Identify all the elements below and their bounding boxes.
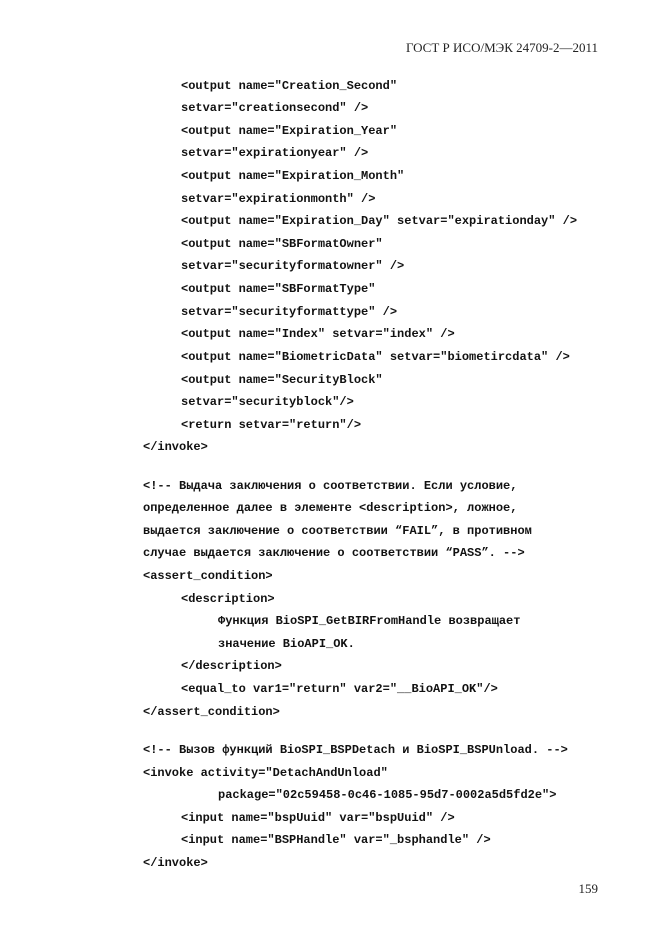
page-header: ГОСТ Р ИСО/МЭК 24709-2—2011 <box>405 40 598 55</box>
comment-line: случае выдается заключение о соответствии “PASS”. --> <box>143 546 525 560</box>
code-line: <output name="Index" setvar="index" /> <box>181 327 455 341</box>
code-line: setvar="securityformattype" /> <box>181 305 398 319</box>
code-line: <assert_condition> <box>143 569 273 583</box>
code-line: <description> <box>181 592 275 606</box>
page-number: 159 <box>578 881 598 896</box>
code-line: setvar="securityblock"/> <box>181 395 354 409</box>
code-line: setvar="expirationmonth" /> <box>181 192 376 206</box>
code-line: <output name="Expiration_Year" <box>181 124 398 138</box>
code-line: <output name="Expiration_Day" setvar="expirationday" /> <box>181 214 578 228</box>
code-line: <invoke activity="DetachAndUnload" <box>143 766 388 780</box>
code-line: </description> <box>181 659 282 673</box>
code-line: setvar="expirationyear" /> <box>181 146 369 160</box>
code-line: <output name="SecurityBlock" <box>181 373 383 387</box>
comment-line: выдается заключение о соответствии “FAIL”, в противном <box>143 524 532 538</box>
code-line: <input name="BSPHandle" var="_bsphandle" /> <box>181 833 491 847</box>
code-line: </assert_condition> <box>143 705 280 719</box>
code-line: package="02c59458-0c46-1085-95d7-0002a5d5fd2e"> <box>218 788 557 802</box>
code-line: <input name="bspUuid" var="bspUuid" /> <box>181 811 455 825</box>
code-line: <output name="BiometricData" setvar="biometircdata" /> <box>181 350 570 364</box>
comment-line: определенное далее в элементе <description>, ложное, <box>143 501 518 515</box>
comment-line: <!-- Вызов функций BioSPI_BSPDetach и BioSPI_BSPUnload. --> <box>143 743 568 757</box>
code-line: </invoke> <box>143 440 208 454</box>
code-line: setvar="creationsecond" /> <box>181 101 369 115</box>
code-line: Функция BioSPI_GetBIRFromHandle возвращает <box>218 614 521 628</box>
comment-line: <!-- Выдача заключения о соответствии. Если условие, <box>143 479 518 493</box>
code-line: </invoke> <box>143 856 208 870</box>
code-line: <output name="SBFormatType" <box>181 282 376 296</box>
code-line: <equal_to var1="return" var2="__BioAPI_OK"/> <box>181 682 498 696</box>
code-line: <output name="Creation_Second" <box>181 79 398 93</box>
code-line: setvar="securityformatowner" /> <box>181 259 405 273</box>
code-line: <output name="SBFormatOwner" <box>181 237 383 251</box>
code-line: <return setvar="return"/> <box>181 418 362 432</box>
code-line: <output name="Expiration_Month" <box>181 169 405 183</box>
code-line: значение BioAPI_OK. <box>218 637 355 651</box>
